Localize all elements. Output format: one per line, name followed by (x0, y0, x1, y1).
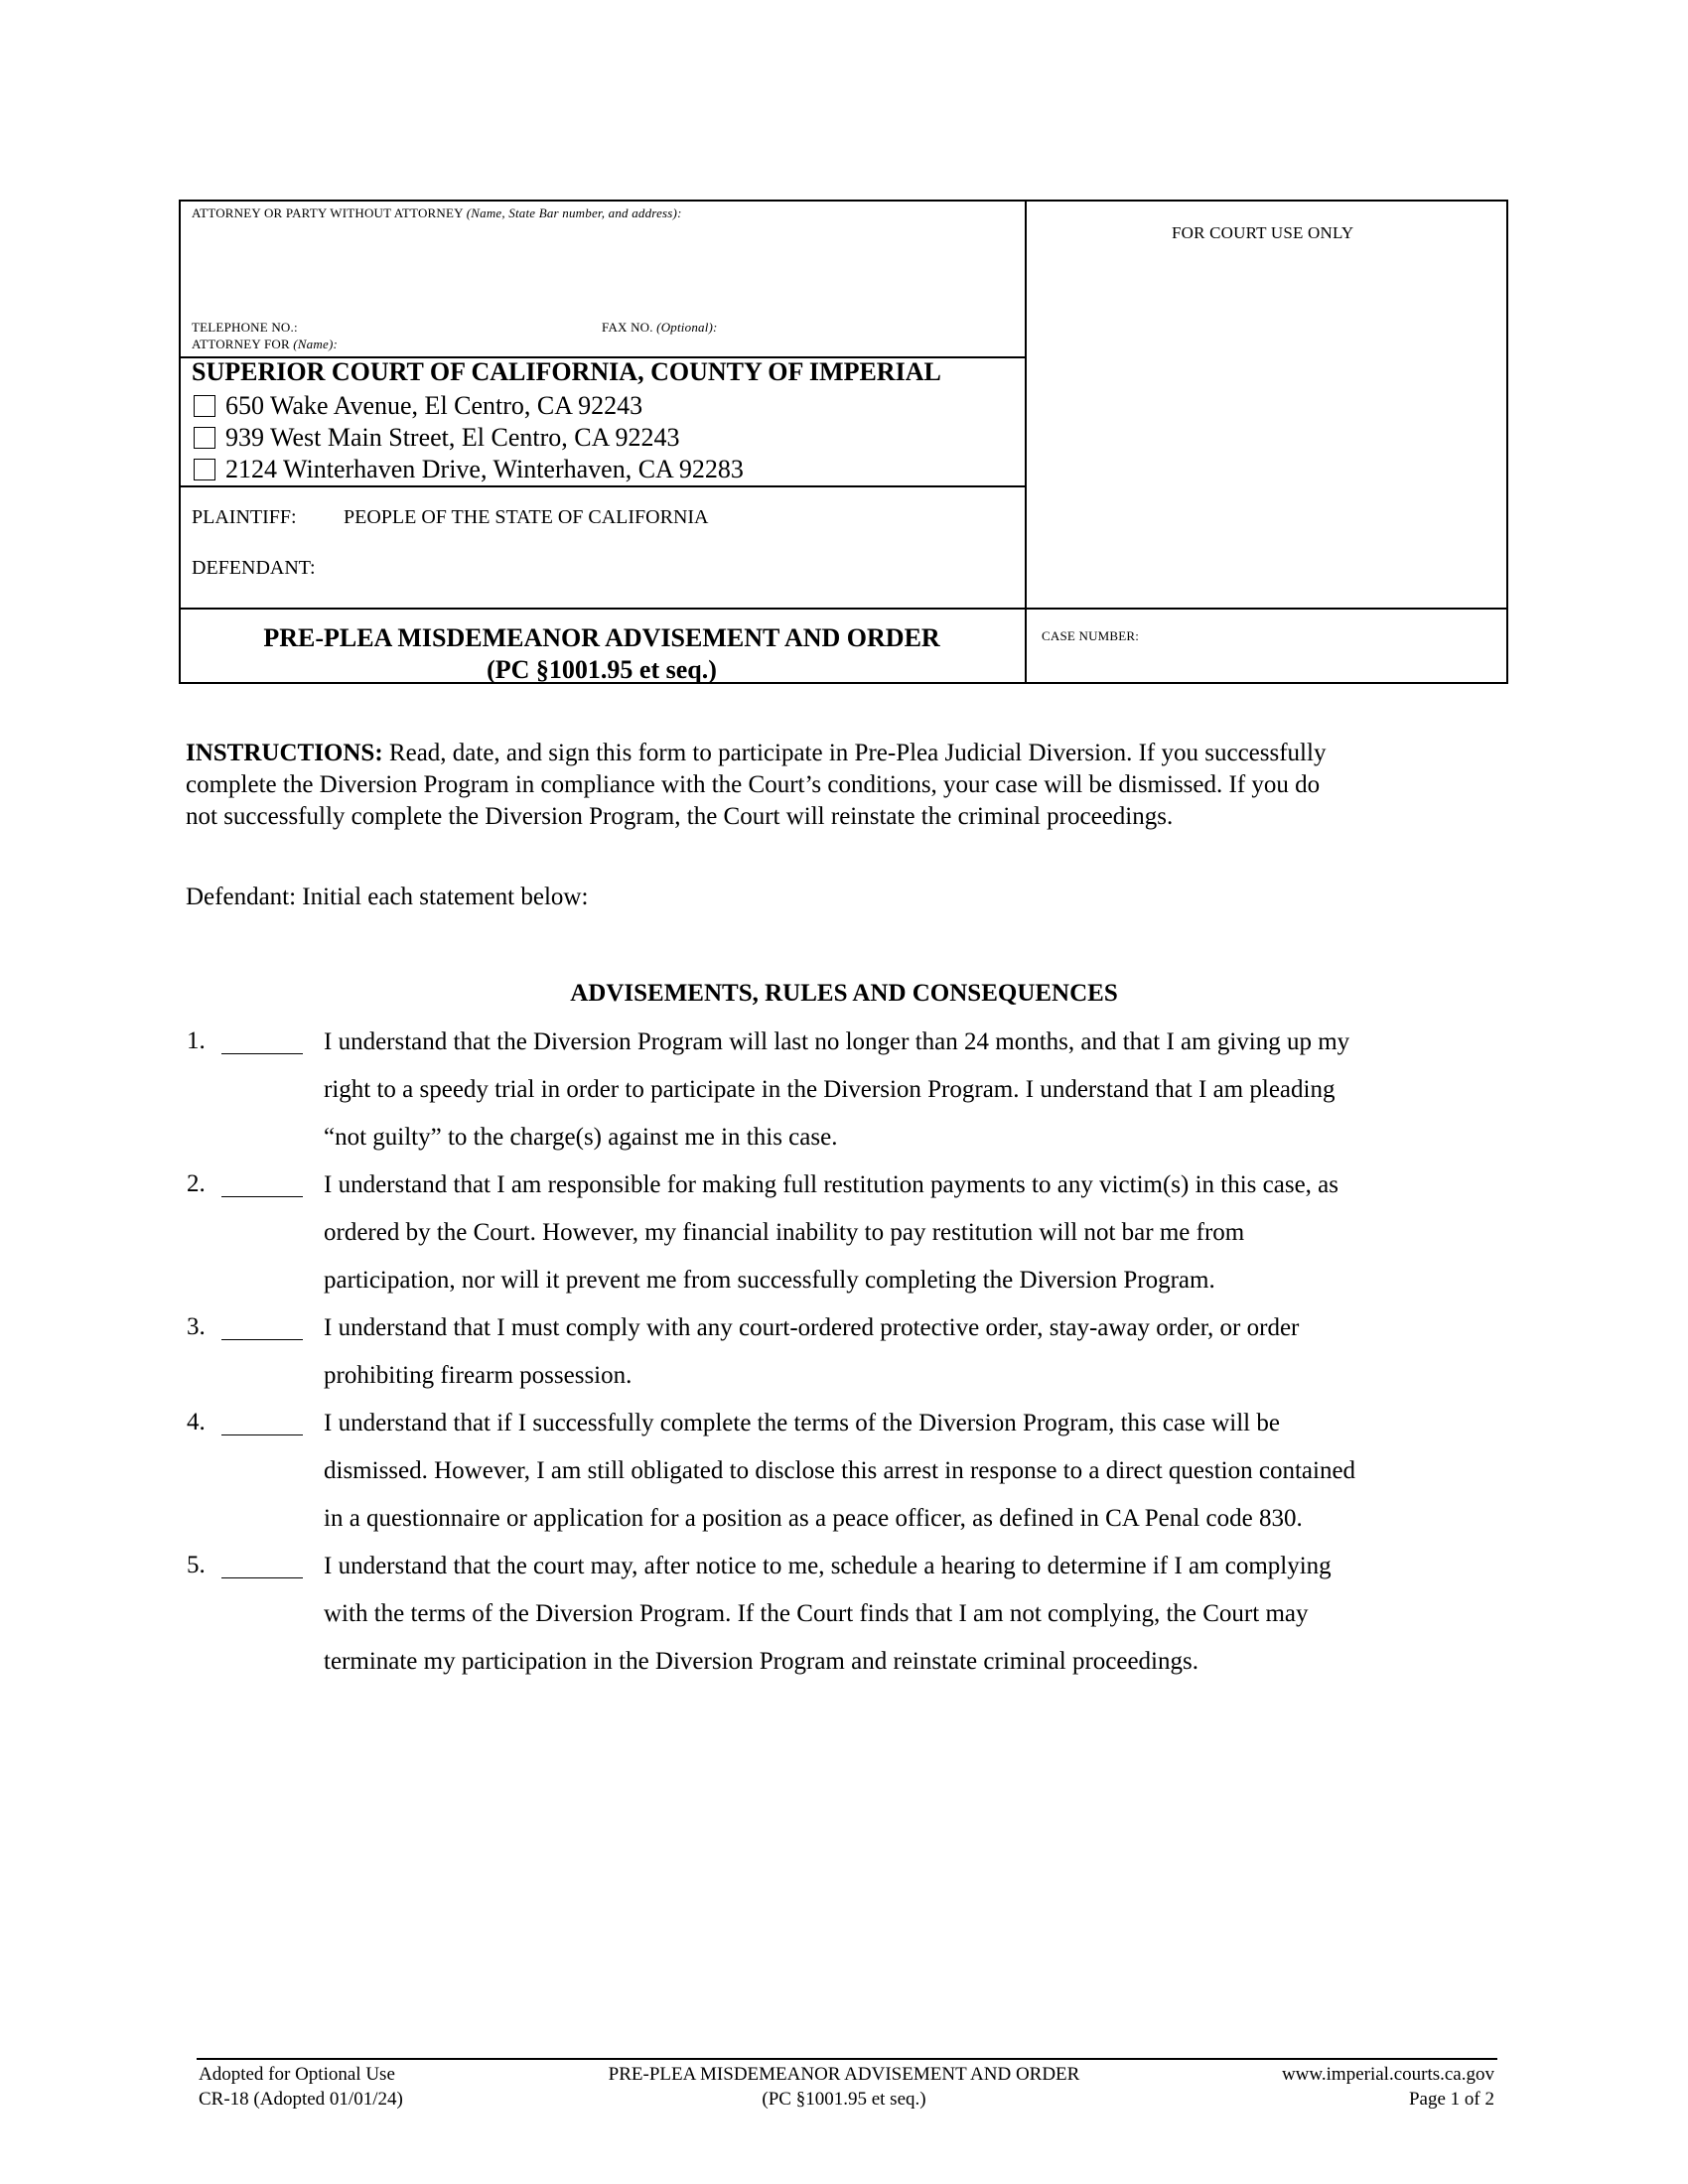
fax-label (602, 320, 718, 336)
form-title (181, 622, 1023, 686)
item-number: 5. (187, 1552, 206, 1578)
court-name: SUPERIOR COURT OF CALIFORNIA, COUNTY OF IMPERIAL (192, 357, 941, 386)
item-line: ordered by the Court. However, my financial inability to pay restitution will not bar me from (324, 1219, 1245, 1246)
checkbox-icon[interactable] (194, 427, 215, 449)
item-line: participation, nor will it prevent me from successfully completing the Diversion Program. (324, 1267, 1215, 1294)
initial-field[interactable] (221, 1196, 303, 1197)
item-text (324, 1304, 1495, 1400)
attorney-label-text: ATTORNEY OR PARTY WITHOUT ATTORNEY (192, 205, 464, 220)
initial-field[interactable] (221, 1053, 303, 1054)
item-number: 2. (187, 1170, 206, 1197)
form-title-line2: (PC §1001.95 et seq.) (487, 655, 717, 684)
item-number: 1. (187, 1027, 206, 1054)
footer-website-link[interactable]: www.imperial.courts.ca.gov (1281, 2064, 1494, 2085)
court-address-option[interactable] (194, 390, 744, 422)
instructions-text-1: Read, date, and sign this form to participate in Pre-Plea Judicial Diversion. If you successfully (388, 740, 1327, 766)
checkbox-icon[interactable] (194, 459, 215, 480)
footer-rule (197, 2058, 1497, 2060)
divider-title-row (181, 608, 1508, 610)
attorney-for-italic: (Name): (293, 337, 338, 351)
instructions-text-2: complete the Diversion Program in compliance with the Court’s conditions, your case will be dismissed. If you do (186, 771, 1321, 798)
item-line: in a questionnaire or application for a position as a peace officer, as defined in CA Penal code 830. (324, 1505, 1303, 1532)
instructions-label: INSTRUCTIONS: (186, 740, 383, 766)
attorney-for-text: ATTORNEY FOR (192, 337, 290, 351)
address-label: 650 Wake Avenue, El Centro, CA 92243 (225, 391, 643, 420)
court-use-only: FOR COURT USE ONLY (1172, 223, 1354, 242)
fax-label-italic: (Optional): (656, 320, 718, 335)
attorney-label-italic: (Name, State Bar number, and address): (466, 205, 682, 220)
court-address-list (194, 390, 744, 485)
section-heading: ADVISEMENTS, RULES AND CONSEQUENCES (570, 980, 1118, 1007)
address-label: 2124 Winterhaven Drive, Winterhaven, CA 92283 (225, 455, 744, 483)
item-number: 3. (187, 1313, 206, 1340)
footer-right (1172, 2062, 1494, 2112)
item-text (324, 1019, 1495, 1161)
footer-title-line2: (PC §1001.95 et seq.) (762, 2089, 926, 2110)
item-line: I understand that if I successfully complete the terms of the Diversion Program, this case will be (324, 1410, 1280, 1436)
case-number-label: CASE NUMBER: (1042, 628, 1140, 643)
divider-court-parties (181, 485, 1025, 487)
item-text (324, 1543, 1495, 1686)
item-line: “not guilty” to the charge(s) against me in this case. (324, 1124, 838, 1151)
item-line: I understand that I am responsible for making full restitution payments to any victim(s) in this case, as (324, 1171, 1338, 1198)
defendant-label: DEFENDANT: (192, 557, 316, 579)
item-line: dismissed. However, I am still obligated to disclose this arrest in response to a direct question contained (324, 1457, 1356, 1484)
footer-adopted: Adopted for Optional Use (199, 2064, 395, 2085)
item-line: prohibiting firearm possession. (324, 1362, 633, 1389)
item-text (324, 1161, 1495, 1304)
plaintiff-value: PEOPLE OF THE STATE OF CALIFORNIA (344, 506, 709, 528)
court-address-option[interactable] (194, 422, 744, 454)
caption-column-divider (1025, 202, 1027, 684)
telephone-label: TELEPHONE NO.: (192, 320, 298, 335)
footer-center (526, 2062, 1162, 2112)
item-line: I understand that the Diversion Program will last no longer than 24 months, and that I am giving up my (324, 1028, 1350, 1055)
attorney-label (192, 205, 682, 221)
instructions-text-3: not successfully complete the Diversion Program, the Court will reinstate the criminal proceedings. (186, 803, 1174, 830)
attorney-for-label (192, 337, 338, 352)
initial-field[interactable] (221, 1434, 303, 1435)
item-line: terminate my participation in the Diversion Program and reinstate criminal proceedings. (324, 1648, 1198, 1675)
fax-label-text: FAX NO. (602, 320, 653, 335)
instructions (186, 738, 1506, 833)
footer-left (199, 2062, 403, 2112)
footer-page-number: Page 1 of 2 (1408, 2089, 1494, 2110)
item-line: with the terms of the Diversion Program. If the Court finds that I am not complying, the Court may (324, 1600, 1309, 1627)
item-text (324, 1400, 1495, 1543)
item-number: 4. (187, 1409, 206, 1435)
footer-form-id: CR-18 (Adopted 01/01/24) (199, 2089, 403, 2110)
item-line: I understand that the court may, after notice to me, schedule a hearing to determine if I am complying (324, 1553, 1332, 1579)
footer-title-line1: PRE-PLEA MISDEMEANOR ADVISEMENT AND ORDER (608, 2064, 1080, 2085)
initial-field[interactable] (221, 1339, 303, 1340)
item-line: right to a speedy trial in order to participate in the Diversion Program. I understand that I am pleading (324, 1076, 1336, 1103)
initial-field[interactable] (221, 1577, 303, 1578)
court-address-option[interactable] (194, 454, 744, 485)
plaintiff-label: PLAINTIFF: (192, 506, 297, 528)
address-label: 939 West Main Street, El Centro, CA 92243 (225, 423, 680, 452)
defendant-initial-instruction: Defendant: Initial each statement below: (186, 884, 589, 910)
checkbox-icon[interactable] (194, 395, 215, 417)
item-line: I understand that I must comply with any court-ordered protective order, stay-away order, or order (324, 1314, 1300, 1341)
instructions-line1 (186, 738, 1506, 769)
form-title-line1: PRE-PLEA MISDEMEANOR ADVISEMENT AND ORDER (263, 623, 940, 652)
